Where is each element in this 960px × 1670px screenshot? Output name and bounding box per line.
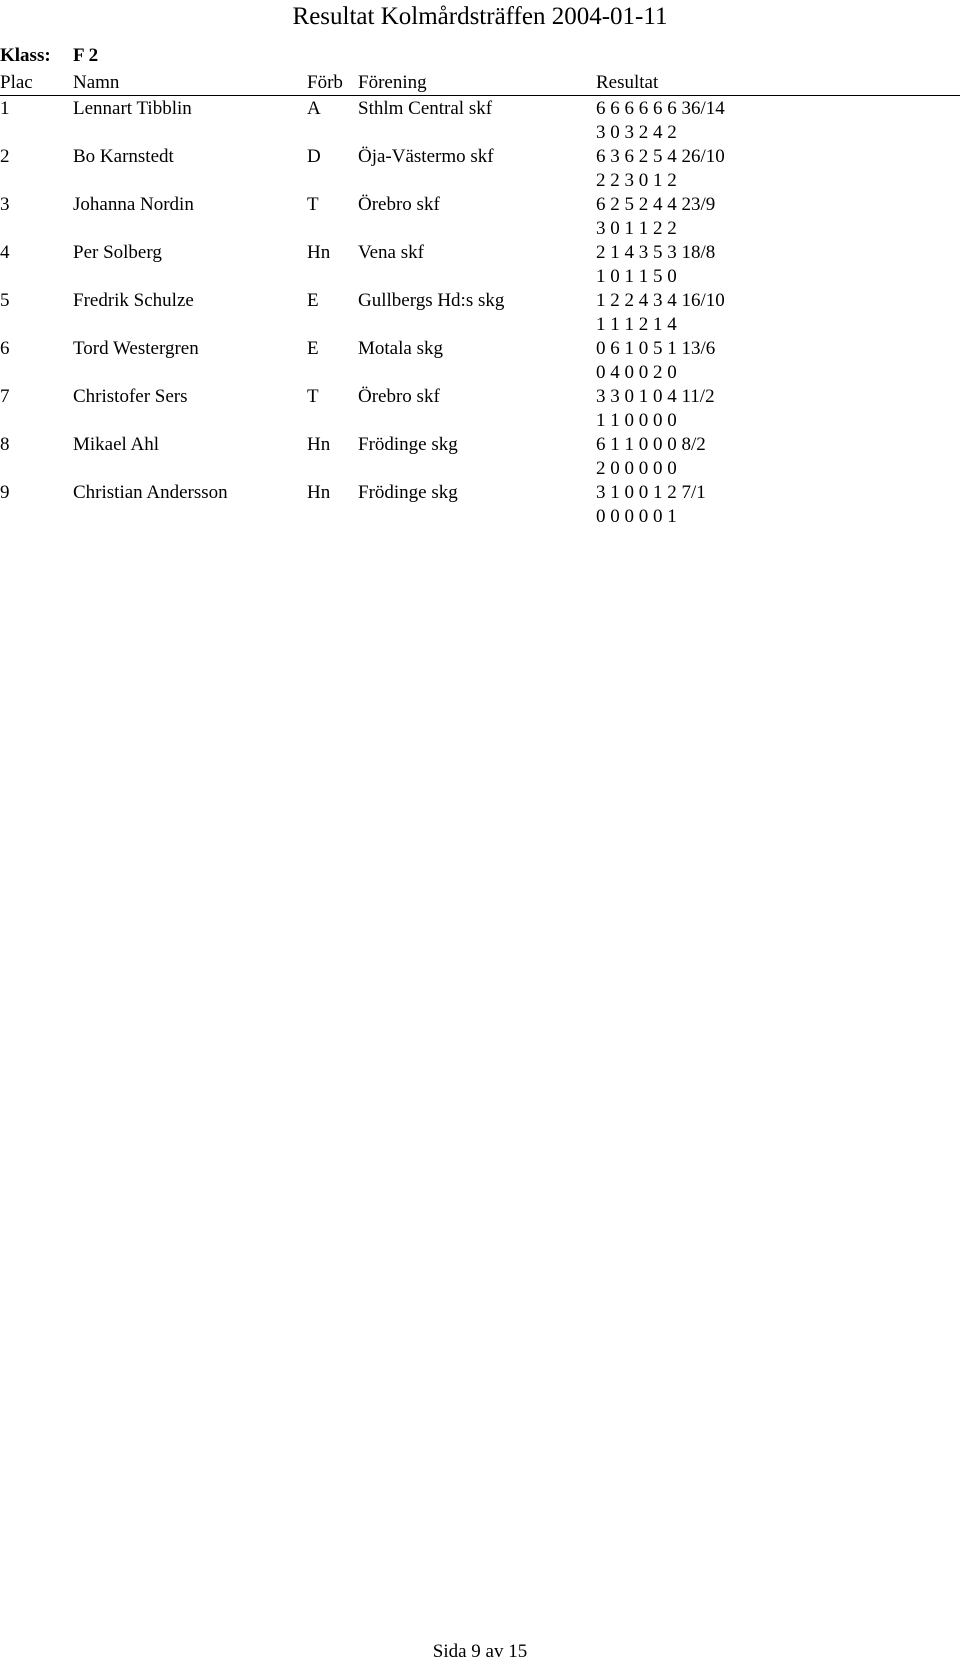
- page-footer: Sida 9 av 15: [432, 1641, 528, 1662]
- cell-namn: Tord Westergren: [73, 338, 199, 359]
- cell-forb: Hn: [307, 434, 331, 455]
- cell-resultat: 2 1 4 3 5 3 18/8: [596, 242, 716, 263]
- cell-resultat-line2: 2 2 3 0 1 2: [596, 170, 677, 191]
- cell-forening: Gullbergs Hd:s skg: [358, 290, 505, 311]
- table-row: [0, 289, 960, 337]
- cell-plac: 9: [0, 482, 10, 503]
- cell-forb: T: [307, 194, 319, 215]
- cell-resultat-line2: 2 0 0 0 0 0: [596, 458, 677, 479]
- cell-resultat: 6 2 5 2 4 4 23/9: [596, 194, 716, 215]
- class-label: Klass:: [0, 45, 51, 66]
- cell-namn: Fredrik Schulze: [73, 290, 194, 311]
- cell-namn: Mikael Ahl: [73, 434, 160, 455]
- cell-namn: Per Solberg: [73, 242, 162, 263]
- header-forb: Förb: [307, 72, 343, 93]
- cell-forb: Hn: [307, 482, 331, 503]
- cell-forening: Öja-Västermo skf: [358, 146, 494, 167]
- cell-forening: Motala skg: [358, 338, 443, 359]
- cell-resultat: 3 3 0 1 0 4 11/2: [596, 386, 715, 407]
- cell-resultat: 1 2 2 4 3 4 16/10: [596, 290, 725, 311]
- cell-forb: Hn: [307, 242, 331, 263]
- cell-resultat: 0 6 1 0 5 1 13/6: [596, 338, 716, 359]
- header-namn: Namn: [73, 72, 120, 93]
- cell-forb: A: [307, 98, 321, 119]
- cell-namn: Christian Andersson: [73, 482, 228, 503]
- cell-plac: 5: [0, 290, 10, 311]
- cell-forening: Sthlm Central skf: [358, 98, 493, 119]
- cell-resultat-line2: 3 0 1 1 2 2: [596, 218, 677, 239]
- cell-plac: 6: [0, 338, 10, 359]
- cell-forb: E: [307, 290, 319, 311]
- table-row: [0, 433, 960, 481]
- cell-resultat-line2: 1 1 0 0 0 0: [596, 410, 677, 431]
- table-row: [0, 97, 960, 145]
- cell-forening: Örebro skf: [358, 386, 440, 407]
- cell-resultat: 6 3 6 2 5 4 26/10: [596, 146, 725, 167]
- cell-resultat-line2: 3 0 3 2 4 2: [596, 122, 677, 143]
- cell-forb: D: [307, 146, 321, 167]
- cell-resultat-line2: 1 0 1 1 5 0: [596, 266, 677, 287]
- cell-resultat: 6 1 1 0 0 0 8/2: [596, 434, 706, 455]
- cell-resultat-line2: 0 4 0 0 2 0: [596, 362, 677, 383]
- cell-forening: Örebro skf: [358, 194, 440, 215]
- cell-forening: Frödinge skg: [358, 482, 458, 503]
- page-title: Resultat Kolmårdsträffen 2004-01-11: [292, 3, 668, 30]
- table-header: [0, 71, 960, 96]
- table-row: [0, 145, 960, 193]
- header-resultat: Resultat: [596, 72, 659, 93]
- cell-plac: 7: [0, 386, 10, 407]
- cell-resultat: 3 1 0 0 1 2 7/1: [596, 482, 706, 503]
- cell-plac: 8: [0, 434, 10, 455]
- results-table: [0, 97, 960, 529]
- cell-resultat-line2: 1 1 1 2 1 4: [596, 314, 677, 335]
- table-row: [0, 337, 960, 385]
- table-row: [0, 385, 960, 433]
- cell-plac: 1: [0, 98, 10, 119]
- cell-namn: Lennart Tibblin: [73, 98, 192, 119]
- cell-forening: Frödinge skg: [358, 434, 458, 455]
- header-plac: Plac: [0, 72, 33, 93]
- cell-namn: Christofer Sers: [73, 386, 188, 407]
- table-row: [0, 241, 960, 289]
- cell-plac: 3: [0, 194, 10, 215]
- cell-namn: Johanna Nordin: [73, 194, 194, 215]
- table-row: [0, 481, 960, 529]
- class-value: F 2: [73, 45, 99, 66]
- cell-resultat-line2: 0 0 0 0 0 1: [596, 506, 677, 527]
- cell-plac: 2: [0, 146, 10, 167]
- header-forening: Förening: [358, 72, 427, 93]
- cell-plac: 4: [0, 242, 10, 263]
- cell-resultat: 6 6 6 6 6 6 36/14: [596, 98, 725, 119]
- table-row: [0, 193, 960, 241]
- cell-forening: Vena skf: [358, 242, 424, 263]
- cell-forb: E: [307, 338, 319, 359]
- cell-forb: T: [307, 386, 319, 407]
- class-heading: [0, 44, 98, 68]
- cell-namn: Bo Karnstedt: [73, 146, 174, 167]
